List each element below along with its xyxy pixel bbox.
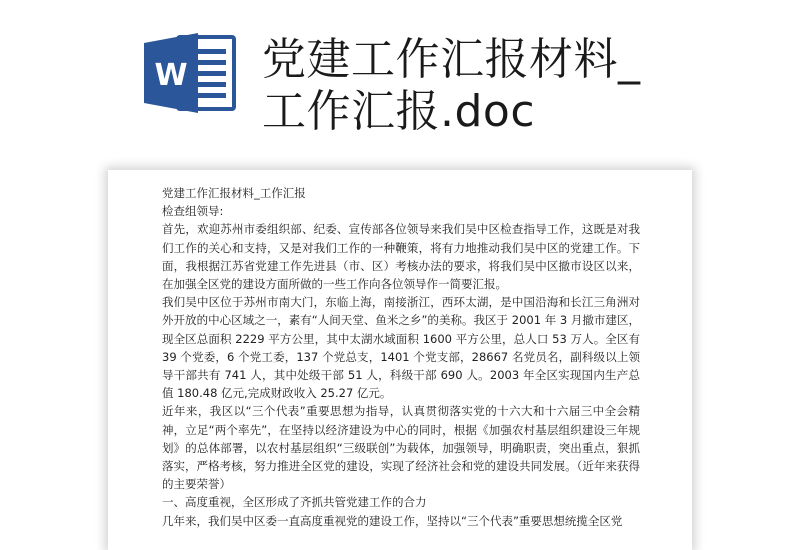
file-title-line-2: 工作汇报.doc xyxy=(262,86,536,137)
document-body xyxy=(162,184,640,530)
word-doc-icon xyxy=(140,31,240,115)
doc-paragraph: 近年来，我区以“三个代表”重要思想为指导，认真贯彻落实党的十六大和十六届三中全会精神，立足“两个率先”，在坚持以经济建设为中心的同时，根据《加强农村基层组织建设三年规划》的总体部署，以农村基层组织“三级联创”为载体，加强领导，明确职责，突出重点，狠抓落实，严格考核，努力推进全区党的建设，实现了经济社会和党的建设共同发展。（近年来获得的主要荣誉） xyxy=(162,404,640,492)
header xyxy=(0,0,800,150)
doc-title: 党建工作汇报材料_工作汇报 xyxy=(162,186,306,200)
doc-section-heading: 一、高度重视，全区形成了齐抓共管党建工作的合力 xyxy=(162,495,427,510)
doc-salutation: 检查组领导: xyxy=(162,204,224,219)
doc-paragraph: 几年来，我们吴中区委一直高度重视党的建设工作，坚持以“三个代表”重要思想统揽全区党 xyxy=(162,513,623,528)
doc-paragraph: 首先，欢迎苏州市委组织部、纪委、宣传部各位领导来我们吴中区检查指导工作，这既是对我们工作的关心和支持，又是对我们工作的一种鞭策，将有力地推动我们吴中区的党建工作。下面，我根据江苏省党建工作先进县（市、区）考核办法的要求，将我们吴中区撤市设区以来，在加强全区党的建设方面所做的一些工作向各位领导作一简要汇报。 xyxy=(162,222,640,292)
word-icon-letter: W xyxy=(154,58,188,93)
file-title xyxy=(262,34,782,138)
file-title-line-1: 党建工作汇报材料_ xyxy=(262,34,641,85)
doc-paragraph: 我们吴中区位于苏州市南大门，东临上海，南接浙江，西环太湖，是中国沿海和长江三角洲对外开放的中心区域之一，素有“人间天堂、鱼米之乡”的美称。我区于 2001 年 3 月撤市建区，现全区总面积 2229 平方公里，其中太湖水域面积 1600 平方公里，总人口 53 万人。全区有 39 个党委，6 个党工委，137 个党总支，1401 个党支部，28667 名党员名，副科级以上领导干部共有 741 人，其中处级干部 51 人，科级干部 690 人。2003 年全区实现国内生产总值 180.48 亿元,完成财政收入 25.27 亿元。 xyxy=(162,295,640,401)
